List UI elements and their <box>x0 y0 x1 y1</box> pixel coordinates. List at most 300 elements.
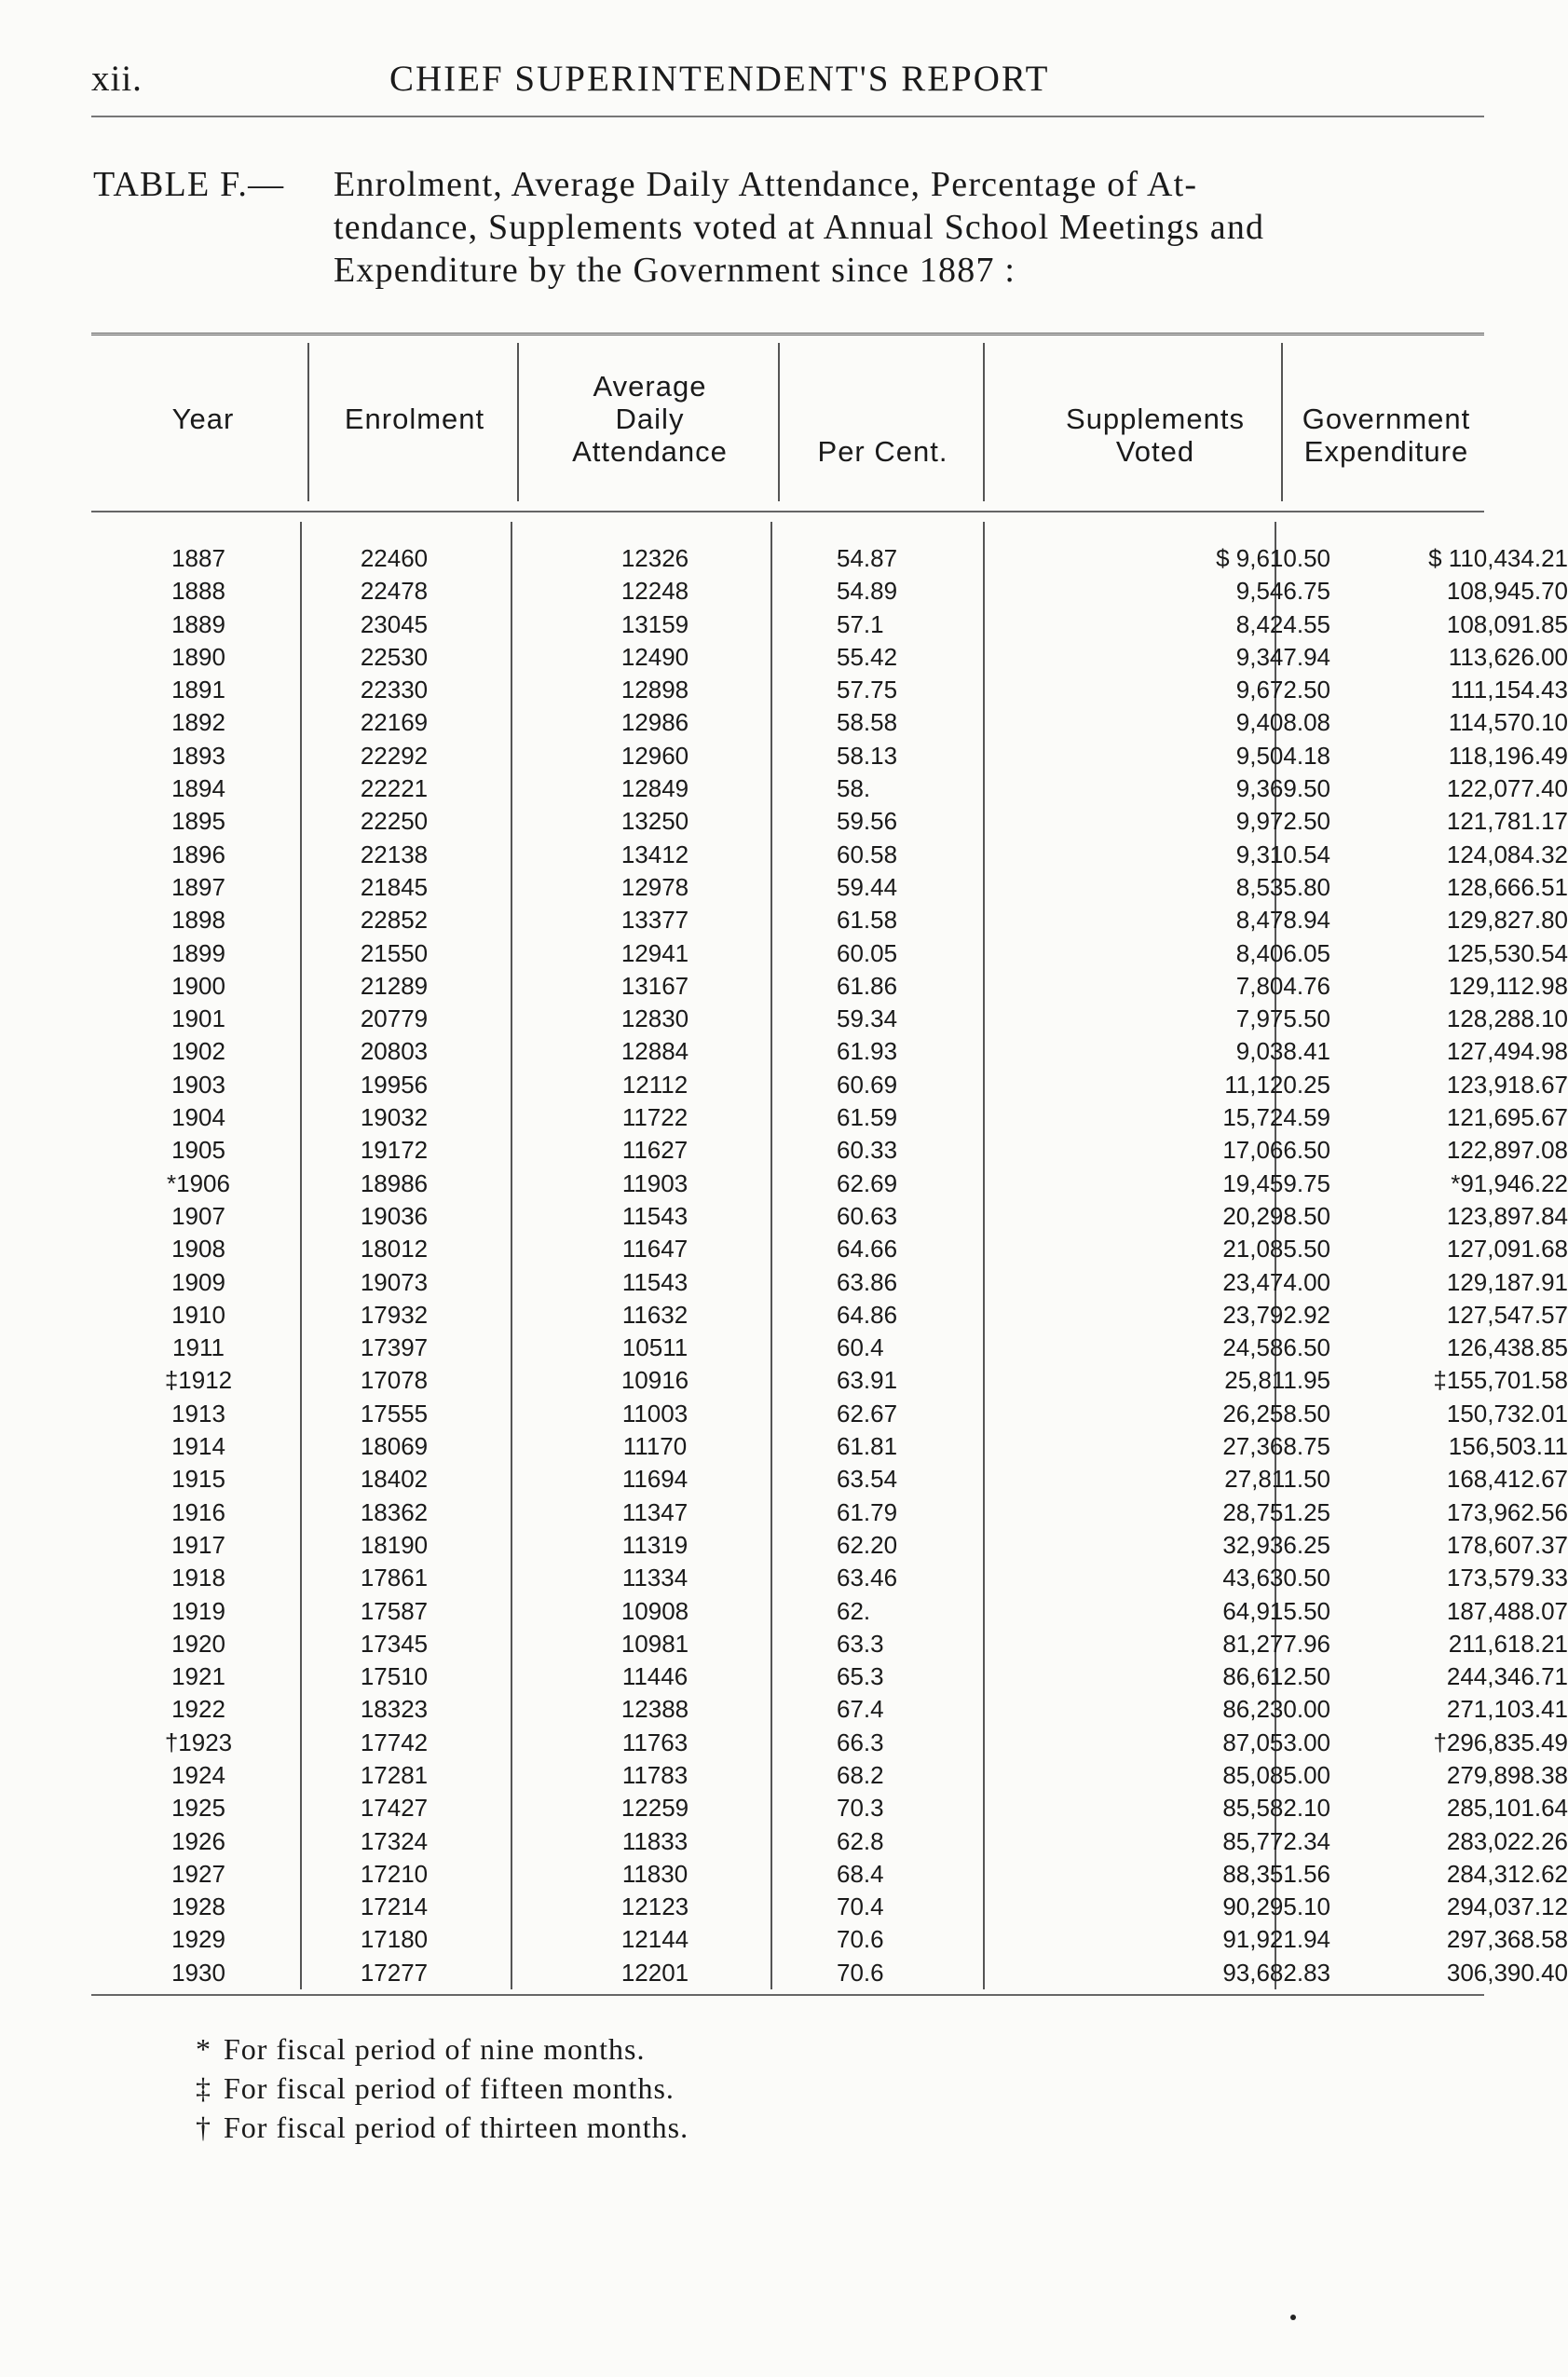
cell-supplements: 64,915.50 <box>1222 1596 1330 1625</box>
cell-enrolment: 18069 <box>360 1432 429 1461</box>
cell-enrolment: 22530 <box>360 642 429 671</box>
cell-percent: 62.69 <box>837 1168 898 1197</box>
cell-supplements: 19,459.75 <box>1222 1168 1330 1197</box>
cell-year: 1892 <box>171 708 225 737</box>
header-divider <box>778 343 780 501</box>
cell-attendance: 11627 <box>621 1136 689 1165</box>
cell-supplements: 26,258.50 <box>1222 1399 1330 1428</box>
cell-enrolment: 19036 <box>360 1201 429 1230</box>
cell-year: 1908 <box>171 1235 225 1264</box>
cell-enrolment: 21550 <box>360 938 429 967</box>
cell-supplements: 27,811.50 <box>1224 1465 1330 1494</box>
cell-supplements: 85,582.10 <box>1222 1794 1330 1823</box>
cell-attendance: 12201 <box>620 1958 689 1987</box>
cell-year: 1893 <box>171 741 225 770</box>
table-row <box>91 1200 1568 1233</box>
cell-government: $ 110,434.21 <box>1428 544 1568 572</box>
table-caption <box>93 163 1491 292</box>
cell-government: 129,112.98 <box>1448 971 1568 1000</box>
cell-percent: 55.42 <box>837 642 898 671</box>
cell-percent: 63.86 <box>837 1267 898 1296</box>
cell-government: 279,898.38 <box>1446 1760 1568 1789</box>
cell-supplements: 87,053.00 <box>1222 1728 1330 1756</box>
table-row <box>91 904 1568 936</box>
cell-percent: 61.86 <box>837 971 898 1000</box>
cell-enrolment: 17587 <box>360 1596 429 1625</box>
cell-percent: 62. <box>837 1596 871 1625</box>
cell-year: 1926 <box>171 1826 225 1855</box>
table-row <box>91 1825 1568 1858</box>
cell-year: 1916 <box>171 1497 225 1526</box>
cell-government: 125,530.54 <box>1446 938 1568 967</box>
col-header-percent: Per Cent. <box>817 435 948 468</box>
cell-percent: 58. <box>837 774 871 803</box>
cell-government: 122,897.08 <box>1446 1136 1568 1165</box>
cell-supplements: 9,504.18 <box>1235 741 1330 770</box>
table-row <box>91 608 1568 641</box>
cell-attendance: 12248 <box>620 577 689 606</box>
cell-enrolment: 17214 <box>360 1892 429 1921</box>
cell-attendance: 12884 <box>620 1037 689 1066</box>
cell-enrolment: 20779 <box>360 1004 429 1033</box>
cell-year: 1914 <box>171 1432 225 1461</box>
cell-percent: 62.8 <box>837 1826 884 1855</box>
cell-attendance: 11543 <box>621 1267 689 1296</box>
table-row <box>91 1035 1568 1068</box>
cell-supplements: 43,630.50 <box>1222 1564 1330 1592</box>
cell-percent: 54.89 <box>837 577 898 606</box>
cell-enrolment: 17210 <box>360 1859 429 1888</box>
table-row <box>91 1398 1568 1430</box>
cell-government: ‡155,701.58 <box>1433 1366 1568 1395</box>
table-top-rule <box>91 333 1484 335</box>
cell-supplements: 20,298.50 <box>1222 1201 1330 1230</box>
cell-attendance: 13159 <box>620 609 689 638</box>
cell-government: 297,368.58 <box>1446 1925 1568 1954</box>
cell-supplements: 8,424.55 <box>1235 609 1330 638</box>
cell-attendance: 13250 <box>620 807 689 836</box>
table-body <box>91 542 1568 1989</box>
table-row <box>91 1069 1568 1101</box>
table-row <box>91 1233 1568 1265</box>
cell-supplements: 9,408.08 <box>1235 708 1330 737</box>
table-row <box>91 1364 1568 1397</box>
cell-enrolment: 17281 <box>360 1760 429 1789</box>
running-title: CHIEF SUPERINTENDENT'S REPORT <box>389 59 1050 99</box>
cell-year: *1906 <box>167 1168 230 1197</box>
cell-supplements: 90,295.10 <box>1222 1892 1330 1921</box>
header-bottom-rule <box>91 511 1484 512</box>
cell-government: 124,084.32 <box>1446 840 1568 868</box>
cell-enrolment: 22460 <box>360 544 429 572</box>
cell-percent: 60.4 <box>837 1333 884 1362</box>
cell-government: 271,103.41 <box>1446 1695 1568 1724</box>
table-row <box>91 674 1568 706</box>
cell-enrolment: 18362 <box>360 1497 429 1526</box>
cell-government: 129,187.91 <box>1446 1267 1568 1296</box>
cell-supplements: 91,921.94 <box>1222 1925 1330 1954</box>
caption-lead: TABLE F.— <box>93 165 285 204</box>
cell-percent: 58.58 <box>837 708 898 737</box>
cell-supplements: 24,586.50 <box>1222 1333 1330 1362</box>
cell-supplements: 8,535.80 <box>1235 872 1330 901</box>
cell-percent: 54.87 <box>837 544 898 572</box>
table-row <box>91 1101 1568 1134</box>
cell-attendance: 11347 <box>621 1497 689 1526</box>
table-row <box>91 839 1568 871</box>
cell-attendance: 12144 <box>620 1925 689 1954</box>
cell-year: 1917 <box>171 1530 225 1559</box>
cell-government: 283,022.26 <box>1446 1826 1568 1855</box>
table-row <box>91 1660 1568 1693</box>
cell-enrolment: 18402 <box>360 1465 429 1494</box>
cell-year: 1910 <box>171 1300 225 1329</box>
page-number: xii. <box>91 59 143 99</box>
cell-enrolment: 17078 <box>360 1366 429 1395</box>
cell-year: 1899 <box>171 938 225 967</box>
cell-percent: 61.93 <box>837 1037 898 1066</box>
stray-mark <box>1290 2315 1296 2320</box>
cell-government: 168,412.67 <box>1446 1465 1568 1494</box>
cell-percent: 63.54 <box>837 1465 898 1494</box>
cell-percent: 70.6 <box>837 1958 884 1987</box>
cell-enrolment: 22250 <box>360 807 429 836</box>
cell-attendance: 12898 <box>620 676 689 704</box>
cell-year: ‡1912 <box>164 1366 233 1395</box>
cell-government: 111,154.43 <box>1450 676 1568 704</box>
cell-year: 1928 <box>171 1892 225 1921</box>
cell-percent: 66.3 <box>837 1728 884 1756</box>
table-row <box>91 1430 1568 1463</box>
cell-government: *91,946.22 <box>1451 1168 1568 1197</box>
cell-percent: 67.4 <box>837 1695 884 1724</box>
cell-percent: 62.20 <box>837 1530 898 1559</box>
cell-enrolment: 22330 <box>360 676 429 704</box>
cell-enrolment: 18190 <box>360 1530 429 1559</box>
cell-percent: 57.1 <box>837 609 884 638</box>
cell-attendance: 11833 <box>621 1826 689 1855</box>
cell-supplements: 32,936.25 <box>1222 1530 1330 1559</box>
cell-year: 1918 <box>171 1564 225 1592</box>
cell-government: 173,962.56 <box>1446 1497 1568 1526</box>
cell-supplements: 25,811.95 <box>1224 1366 1330 1395</box>
cell-government: 211,618.21 <box>1448 1629 1568 1658</box>
cell-supplements: 9,038.41 <box>1235 1037 1330 1066</box>
table-row <box>91 1003 1568 1035</box>
cell-attendance: 11763 <box>621 1728 689 1756</box>
cell-percent: 62.67 <box>837 1399 898 1428</box>
table-row <box>91 1957 1568 1989</box>
cell-attendance: 12388 <box>620 1695 689 1724</box>
table-row <box>91 1529 1568 1562</box>
cell-percent: 70.6 <box>837 1925 884 1954</box>
cell-attendance: 11783 <box>621 1760 689 1789</box>
table-row <box>91 1134 1568 1167</box>
cell-percent: 60.33 <box>837 1136 898 1165</box>
cell-supplements: 23,474.00 <box>1222 1267 1330 1296</box>
cell-government: 187,488.07 <box>1446 1596 1568 1625</box>
cell-year: 1929 <box>171 1925 225 1954</box>
cell-supplements: 17,066.50 <box>1222 1136 1330 1165</box>
cell-supplements: 85,085.00 <box>1222 1760 1330 1789</box>
cell-percent: 65.3 <box>837 1662 884 1691</box>
cell-enrolment: 19032 <box>360 1103 429 1132</box>
cell-supplements: 7,975.50 <box>1235 1004 1330 1033</box>
cell-enrolment: 22478 <box>360 577 429 606</box>
cell-enrolment: 17427 <box>360 1794 429 1823</box>
cell-government: 108,945.70 <box>1446 577 1568 606</box>
cell-year: 1900 <box>171 971 225 1000</box>
cell-enrolment: 22169 <box>360 708 429 737</box>
table-row <box>91 706 1568 739</box>
caption-line-2: tendance, Supplements voted at Annual School Meetings and <box>334 208 1265 247</box>
cell-enrolment: 19956 <box>360 1070 429 1099</box>
cell-government: 150,732.01 <box>1446 1399 1568 1428</box>
cell-percent: 61.79 <box>837 1497 898 1526</box>
cell-percent: 61.59 <box>837 1103 898 1132</box>
header-divider <box>517 343 519 501</box>
cell-year: 1924 <box>171 1760 225 1789</box>
cell-attendance: 11694 <box>621 1465 689 1494</box>
cell-supplements: 86,612.50 <box>1222 1662 1330 1691</box>
cell-supplements: 8,478.94 <box>1235 906 1330 935</box>
cell-attendance: 11903 <box>621 1168 689 1197</box>
table-row <box>91 1858 1568 1891</box>
cell-attendance: 10511 <box>621 1333 689 1362</box>
cell-attendance: 10981 <box>620 1629 689 1658</box>
cell-government: 285,101.64 <box>1446 1794 1568 1823</box>
page-header <box>91 58 1470 104</box>
table-row <box>91 1891 1568 1923</box>
cell-year: 1905 <box>171 1136 225 1165</box>
cell-attendance: 11830 <box>621 1859 689 1888</box>
col-header-government: Government Expenditure <box>1302 403 1471 468</box>
cell-attendance: 11632 <box>621 1300 689 1329</box>
cell-enrolment: 22138 <box>360 840 429 868</box>
cell-government: 284,312.62 <box>1446 1859 1568 1888</box>
table-bottom-rule <box>91 1994 1484 1996</box>
cell-year: 1909 <box>171 1267 225 1296</box>
cell-percent: 60.05 <box>837 938 898 967</box>
cell-year: 1901 <box>171 1004 225 1033</box>
footnote-text: For fiscal period of thirteen months. <box>224 2111 689 2144</box>
cell-enrolment: 17277 <box>360 1958 429 1987</box>
cell-attendance: 12960 <box>620 741 689 770</box>
cell-year: 1907 <box>171 1201 225 1230</box>
table-row <box>91 1496 1568 1529</box>
cell-attendance: 12978 <box>620 872 689 901</box>
cell-year: 1888 <box>171 577 225 606</box>
caption-line-3: Expenditure by the Government since 1887 : <box>334 251 1016 290</box>
footnote-mark: * <box>196 2032 211 2066</box>
cell-percent: 58.13 <box>837 741 898 770</box>
cell-year: 1920 <box>171 1629 225 1658</box>
cell-year: 1891 <box>171 676 225 704</box>
cell-percent: 68.4 <box>837 1859 884 1888</box>
cell-government: 244,346.71 <box>1446 1662 1568 1691</box>
cell-percent: 70.3 <box>837 1794 884 1823</box>
cell-government: 121,695.67 <box>1446 1103 1568 1132</box>
cell-supplements: 9,310.54 <box>1235 840 1330 868</box>
cell-supplements: 86,230.00 <box>1222 1695 1330 1724</box>
cell-government: 123,897.84 <box>1446 1201 1568 1230</box>
table-row <box>91 740 1568 772</box>
cell-enrolment: 19073 <box>360 1267 429 1296</box>
cell-attendance: 12123 <box>620 1892 689 1921</box>
cell-supplements: $ 9,610.50 <box>1216 544 1330 572</box>
cell-government: †296,835.49 <box>1433 1728 1568 1756</box>
cell-enrolment: 17510 <box>360 1662 429 1691</box>
cell-percent: 64.66 <box>837 1235 898 1264</box>
cell-enrolment: 17324 <box>360 1826 429 1855</box>
cell-supplements: 9,369.50 <box>1235 774 1330 803</box>
table-row <box>91 937 1568 970</box>
header-rule <box>91 116 1484 117</box>
cell-year: 1927 <box>171 1859 225 1888</box>
cell-supplements: 85,772.34 <box>1222 1826 1330 1855</box>
cell-supplements: 9,672.50 <box>1235 676 1330 704</box>
cell-attendance: 10908 <box>620 1596 689 1625</box>
cell-supplements: 11,120.25 <box>1224 1070 1330 1099</box>
cell-percent: 61.58 <box>837 906 898 935</box>
cell-government: 118,196.49 <box>1448 741 1568 770</box>
caption-line-1: Enrolment, Average Daily Attendance, Percentage of At- <box>334 165 1198 204</box>
table-row <box>91 641 1568 674</box>
cell-year: 1925 <box>171 1794 225 1823</box>
cell-enrolment: 23045 <box>360 609 429 638</box>
table-row <box>91 1727 1568 1759</box>
cell-government: 294,037.12 <box>1446 1892 1568 1921</box>
table-row <box>91 871 1568 904</box>
footnote-text: For fiscal period of nine months. <box>224 2032 646 2066</box>
caption-body <box>334 163 1489 292</box>
cell-year: 1921 <box>171 1662 225 1691</box>
footnote <box>196 2069 1127 2108</box>
cell-year: 1930 <box>171 1958 225 1987</box>
cell-enrolment: 17397 <box>360 1333 429 1362</box>
header-divider <box>1281 343 1283 501</box>
cell-government: 123,918.67 <box>1446 1070 1568 1099</box>
col-header-year: Year <box>171 403 235 435</box>
table-row <box>91 1595 1568 1628</box>
cell-supplements: 93,682.83 <box>1222 1958 1330 1987</box>
cell-enrolment: 18012 <box>360 1235 429 1264</box>
cell-year: 1890 <box>171 642 225 671</box>
cell-attendance: 11446 <box>621 1662 689 1691</box>
table-row <box>91 1299 1568 1332</box>
cell-percent: 60.58 <box>837 840 898 868</box>
cell-attendance: 12490 <box>620 642 689 671</box>
table-row <box>91 1266 1568 1299</box>
cell-government: 306,390.40 <box>1446 1958 1568 1987</box>
cell-year: 1887 <box>171 544 225 572</box>
cell-enrolment: 21289 <box>360 971 429 1000</box>
footnote-mark: ‡ <box>196 2071 211 2105</box>
cell-government: 128,288.10 <box>1446 1004 1568 1033</box>
cell-attendance: 12941 <box>620 938 689 967</box>
cell-year: 1903 <box>171 1070 225 1099</box>
table-row <box>91 1628 1568 1660</box>
cell-attendance: 10916 <box>620 1366 689 1395</box>
cell-enrolment: 22852 <box>360 906 429 935</box>
table-row <box>91 1562 1568 1594</box>
cell-year: 1898 <box>171 906 225 935</box>
cell-percent: 61.81 <box>837 1432 898 1461</box>
cell-year: 1895 <box>171 807 225 836</box>
cell-government: 113,626.00 <box>1448 642 1568 671</box>
cell-supplements: 21,085.50 <box>1222 1235 1330 1264</box>
cell-supplements: 9,972.50 <box>1235 807 1330 836</box>
cell-government: 126,438.85 <box>1446 1333 1568 1362</box>
cell-government: 156,503.11 <box>1448 1432 1568 1461</box>
footnote <box>196 2108 1127 2147</box>
cell-year: 1915 <box>171 1465 225 1494</box>
cell-government: 114,570.10 <box>1448 708 1568 737</box>
cell-percent: 68.2 <box>837 1760 884 1789</box>
cell-percent: 59.44 <box>837 872 898 901</box>
header-divider <box>983 343 985 501</box>
cell-enrolment: 17742 <box>360 1728 429 1756</box>
cell-attendance: 11003 <box>621 1399 689 1428</box>
cell-enrolment: 21845 <box>360 872 429 901</box>
table-row <box>91 970 1568 1003</box>
cell-government: 173,579.33 <box>1446 1564 1568 1592</box>
cell-government: 128,666.51 <box>1446 872 1568 901</box>
table-row <box>91 772 1568 805</box>
cell-year: 1911 <box>172 1333 225 1362</box>
footnote-text: For fiscal period of fifteen months. <box>224 2071 675 2105</box>
cell-percent: 64.86 <box>837 1300 898 1329</box>
cell-year: 1902 <box>171 1037 225 1066</box>
cell-enrolment: 19172 <box>360 1136 429 1165</box>
cell-enrolment: 17861 <box>360 1564 429 1592</box>
cell-year: 1889 <box>171 609 225 638</box>
cell-supplements: 23,792.92 <box>1222 1300 1330 1329</box>
cell-attendance: 11722 <box>621 1103 689 1132</box>
cell-enrolment: 20803 <box>360 1037 429 1066</box>
cell-attendance: 11543 <box>621 1201 689 1230</box>
table-row <box>91 1693 1568 1726</box>
cell-government: 129,827.80 <box>1446 906 1568 935</box>
cell-year: 1919 <box>171 1596 225 1625</box>
cell-attendance: 13412 <box>620 840 689 868</box>
cell-supplements: 7,804.76 <box>1235 971 1330 1000</box>
cell-percent: 60.69 <box>837 1070 898 1099</box>
cell-government: 178,607.37 <box>1446 1530 1568 1559</box>
table-row <box>91 1168 1568 1200</box>
table-row <box>91 1759 1568 1792</box>
cell-enrolment: 22221 <box>360 774 429 803</box>
cell-government: 127,547.57 <box>1446 1300 1568 1329</box>
cell-percent: 63.46 <box>837 1564 898 1592</box>
cell-attendance: 11170 <box>622 1432 688 1461</box>
cell-percent: 59.34 <box>837 1004 898 1033</box>
cell-attendance: 12830 <box>620 1004 689 1033</box>
table-row <box>91 805 1568 838</box>
cell-attendance: 12112 <box>621 1070 689 1099</box>
cell-year: †1923 <box>164 1728 233 1756</box>
cell-government: 108,091.85 <box>1446 609 1568 638</box>
cell-supplements: 9,546.75 <box>1235 577 1330 606</box>
cell-percent: 57.75 <box>837 676 898 704</box>
cell-supplements: 88,351.56 <box>1222 1859 1330 1888</box>
cell-government: 122,077.40 <box>1446 774 1568 803</box>
col-header-supplements: Supplements Voted <box>1066 403 1245 468</box>
cell-year: 1896 <box>171 840 225 868</box>
cell-enrolment: 17555 <box>360 1399 429 1428</box>
cell-supplements: 81,277.96 <box>1222 1629 1330 1658</box>
cell-year: 1894 <box>171 774 225 803</box>
